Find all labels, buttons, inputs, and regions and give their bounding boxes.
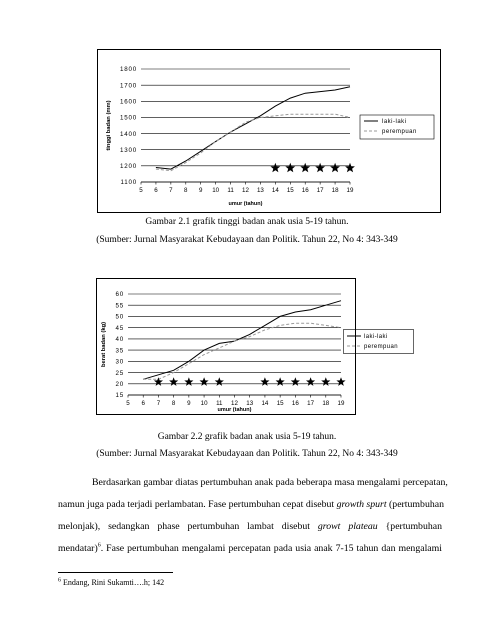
x-tick-label: 7	[156, 400, 161, 407]
paragraph-text: namun juga pada terjadi perlambatan. Fase pertumbuhan cepat disebut	[58, 499, 337, 510]
y-tick-label: 25	[115, 369, 124, 377]
paragraph-line-4	[58, 538, 442, 560]
star-marker	[154, 377, 163, 386]
paragraph-text: melonjak), sedangkan phase pertumbuhan lambat disebut	[58, 521, 318, 532]
star-marker	[276, 377, 285, 386]
height-chart	[97, 49, 441, 213]
x-tick-label: 8	[171, 400, 176, 407]
star-marker	[215, 377, 224, 386]
star-marker	[270, 163, 280, 172]
paragraph-line-1: Berdasarkan gambar diatas pertumbuhan anak pada beberapa masa mengalami percepatan,	[92, 477, 448, 488]
x-axis-label: umur (tahun)	[228, 201, 263, 207]
star-marker	[330, 163, 340, 172]
x-tick-label: 6	[141, 400, 145, 407]
legend-label: laki-laki	[364, 334, 388, 340]
star-marker	[315, 163, 325, 172]
figure-caption-2: Gambar 2.2 grafik badan anak usia 5-19 tahun.	[157, 432, 337, 442]
x-tick-label: 7	[169, 187, 173, 194]
y-tick-label: 15	[115, 392, 124, 400]
x-tick-label: 18	[331, 187, 339, 194]
body-paragraph	[58, 472, 448, 560]
x-axis-label: umur (tahun)	[217, 407, 252, 413]
y-tick-label: 55	[115, 302, 124, 310]
y-tick-label: 1700	[120, 82, 137, 90]
legend-label: laki-laki	[382, 119, 407, 125]
series-line-perempuan	[156, 114, 350, 171]
x-tick-label: 14	[271, 187, 279, 194]
y-axis-label: tinggi badan (mm)	[106, 100, 112, 151]
x-tick-label: 11	[216, 400, 223, 407]
series-line-laki-laki	[143, 301, 341, 380]
x-tick-label: 9	[187, 400, 191, 407]
paragraph-text: (pertumbuhan	[386, 499, 444, 510]
weight-chart-svg	[97, 279, 357, 416]
y-tick-label: 60	[115, 291, 124, 299]
footnote-reference[interactable]: 6	[97, 542, 101, 549]
x-tick-label: 16	[301, 187, 309, 194]
x-tick-label: 19	[337, 400, 345, 407]
series-line-laki-laki	[156, 87, 350, 169]
paragraph-text: {pertumbuhan	[377, 521, 443, 532]
footnote-marker: 6	[58, 577, 61, 584]
star-marker	[336, 377, 345, 386]
y-tick-label: 30	[115, 358, 124, 366]
y-tick-label: 1200	[120, 163, 137, 171]
x-tick-label: 6	[154, 187, 158, 194]
footnote-separator	[58, 572, 173, 573]
figure-source-1: (Sumber: Jurnal Masyarakat Kebudayaan dan Politik. Tahun 22, No 4: 343-349	[96, 235, 398, 245]
star-marker	[169, 377, 178, 386]
weight-legend	[343, 329, 415, 355]
x-tick-label: 12	[231, 400, 238, 407]
star-marker	[306, 377, 315, 386]
legend-label: perempuan	[382, 129, 417, 135]
x-tick-label: 11	[227, 187, 234, 194]
x-tick-label: 13	[256, 187, 264, 194]
y-tick-label: 1300	[120, 146, 137, 154]
x-tick-label: 19	[346, 187, 354, 194]
star-marker	[285, 163, 295, 172]
x-tick-label: 5	[126, 400, 130, 407]
x-tick-label: 15	[276, 400, 284, 407]
y-tick-label: 1100	[120, 179, 137, 187]
x-tick-label: 14	[261, 400, 269, 407]
x-tick-label: 18	[322, 400, 330, 407]
y-tick-label: 1600	[120, 98, 137, 106]
x-tick-label: 10	[200, 400, 208, 407]
x-tick-label: 13	[246, 400, 254, 407]
italic-term: growt plateau	[317, 521, 378, 532]
star-marker	[200, 377, 209, 386]
figure-caption-1: Gambar 2.1 grafik tinggi badan anak usia 5-19 tahun.	[145, 217, 349, 227]
x-tick-label: 12	[242, 187, 249, 194]
y-tick-label: 40	[115, 336, 124, 344]
paragraph-line-2	[58, 494, 442, 516]
paragraph-text: mendatar)	[58, 543, 98, 554]
weight-chart	[97, 279, 415, 416]
height-chart-svg	[98, 50, 440, 212]
x-tick-label: 15	[286, 187, 294, 194]
paragraph-text: . Fase pertumbuhan mengalami percepatan pada usia anak 7-15 tahun dan mengalami	[100, 543, 442, 554]
star-marker	[321, 377, 330, 386]
star-marker	[345, 163, 355, 172]
x-tick-label: 5	[139, 187, 143, 194]
y-tick-label: 50	[115, 313, 124, 321]
italic-term: growth spurt	[336, 499, 387, 510]
x-tick-label: 10	[212, 187, 220, 194]
star-marker	[260, 377, 269, 386]
star-marker	[291, 377, 300, 386]
x-tick-label: 17	[316, 187, 324, 194]
star-marker	[300, 163, 310, 172]
x-tick-label: 9	[198, 187, 203, 194]
y-tick-label: 45	[115, 324, 124, 332]
footnote-text: Endang, Rini Sukamti….h; 142	[61, 578, 165, 587]
legend-label: perempuan	[364, 344, 398, 350]
y-tick-label: 1500	[120, 114, 137, 122]
y-tick-label: 1400	[120, 130, 137, 138]
x-tick-label: 16	[291, 400, 299, 407]
y-tick-label: 1800	[120, 66, 137, 74]
y-tick-label: 35	[115, 347, 124, 355]
x-tick-label: 8	[184, 187, 188, 194]
y-tick-label: 20	[115, 380, 124, 388]
paragraph-line-3	[58, 516, 442, 538]
figure-source-2: (Sumber: Jurnal Masyarakat Kebudayaan dan Politik. Tahun 22, No 4: 343-349	[96, 449, 398, 459]
footnote	[58, 578, 164, 587]
star-marker	[184, 377, 193, 386]
x-tick-label: 17	[307, 400, 315, 407]
y-axis-label: berat badan (kg)	[101, 321, 107, 368]
